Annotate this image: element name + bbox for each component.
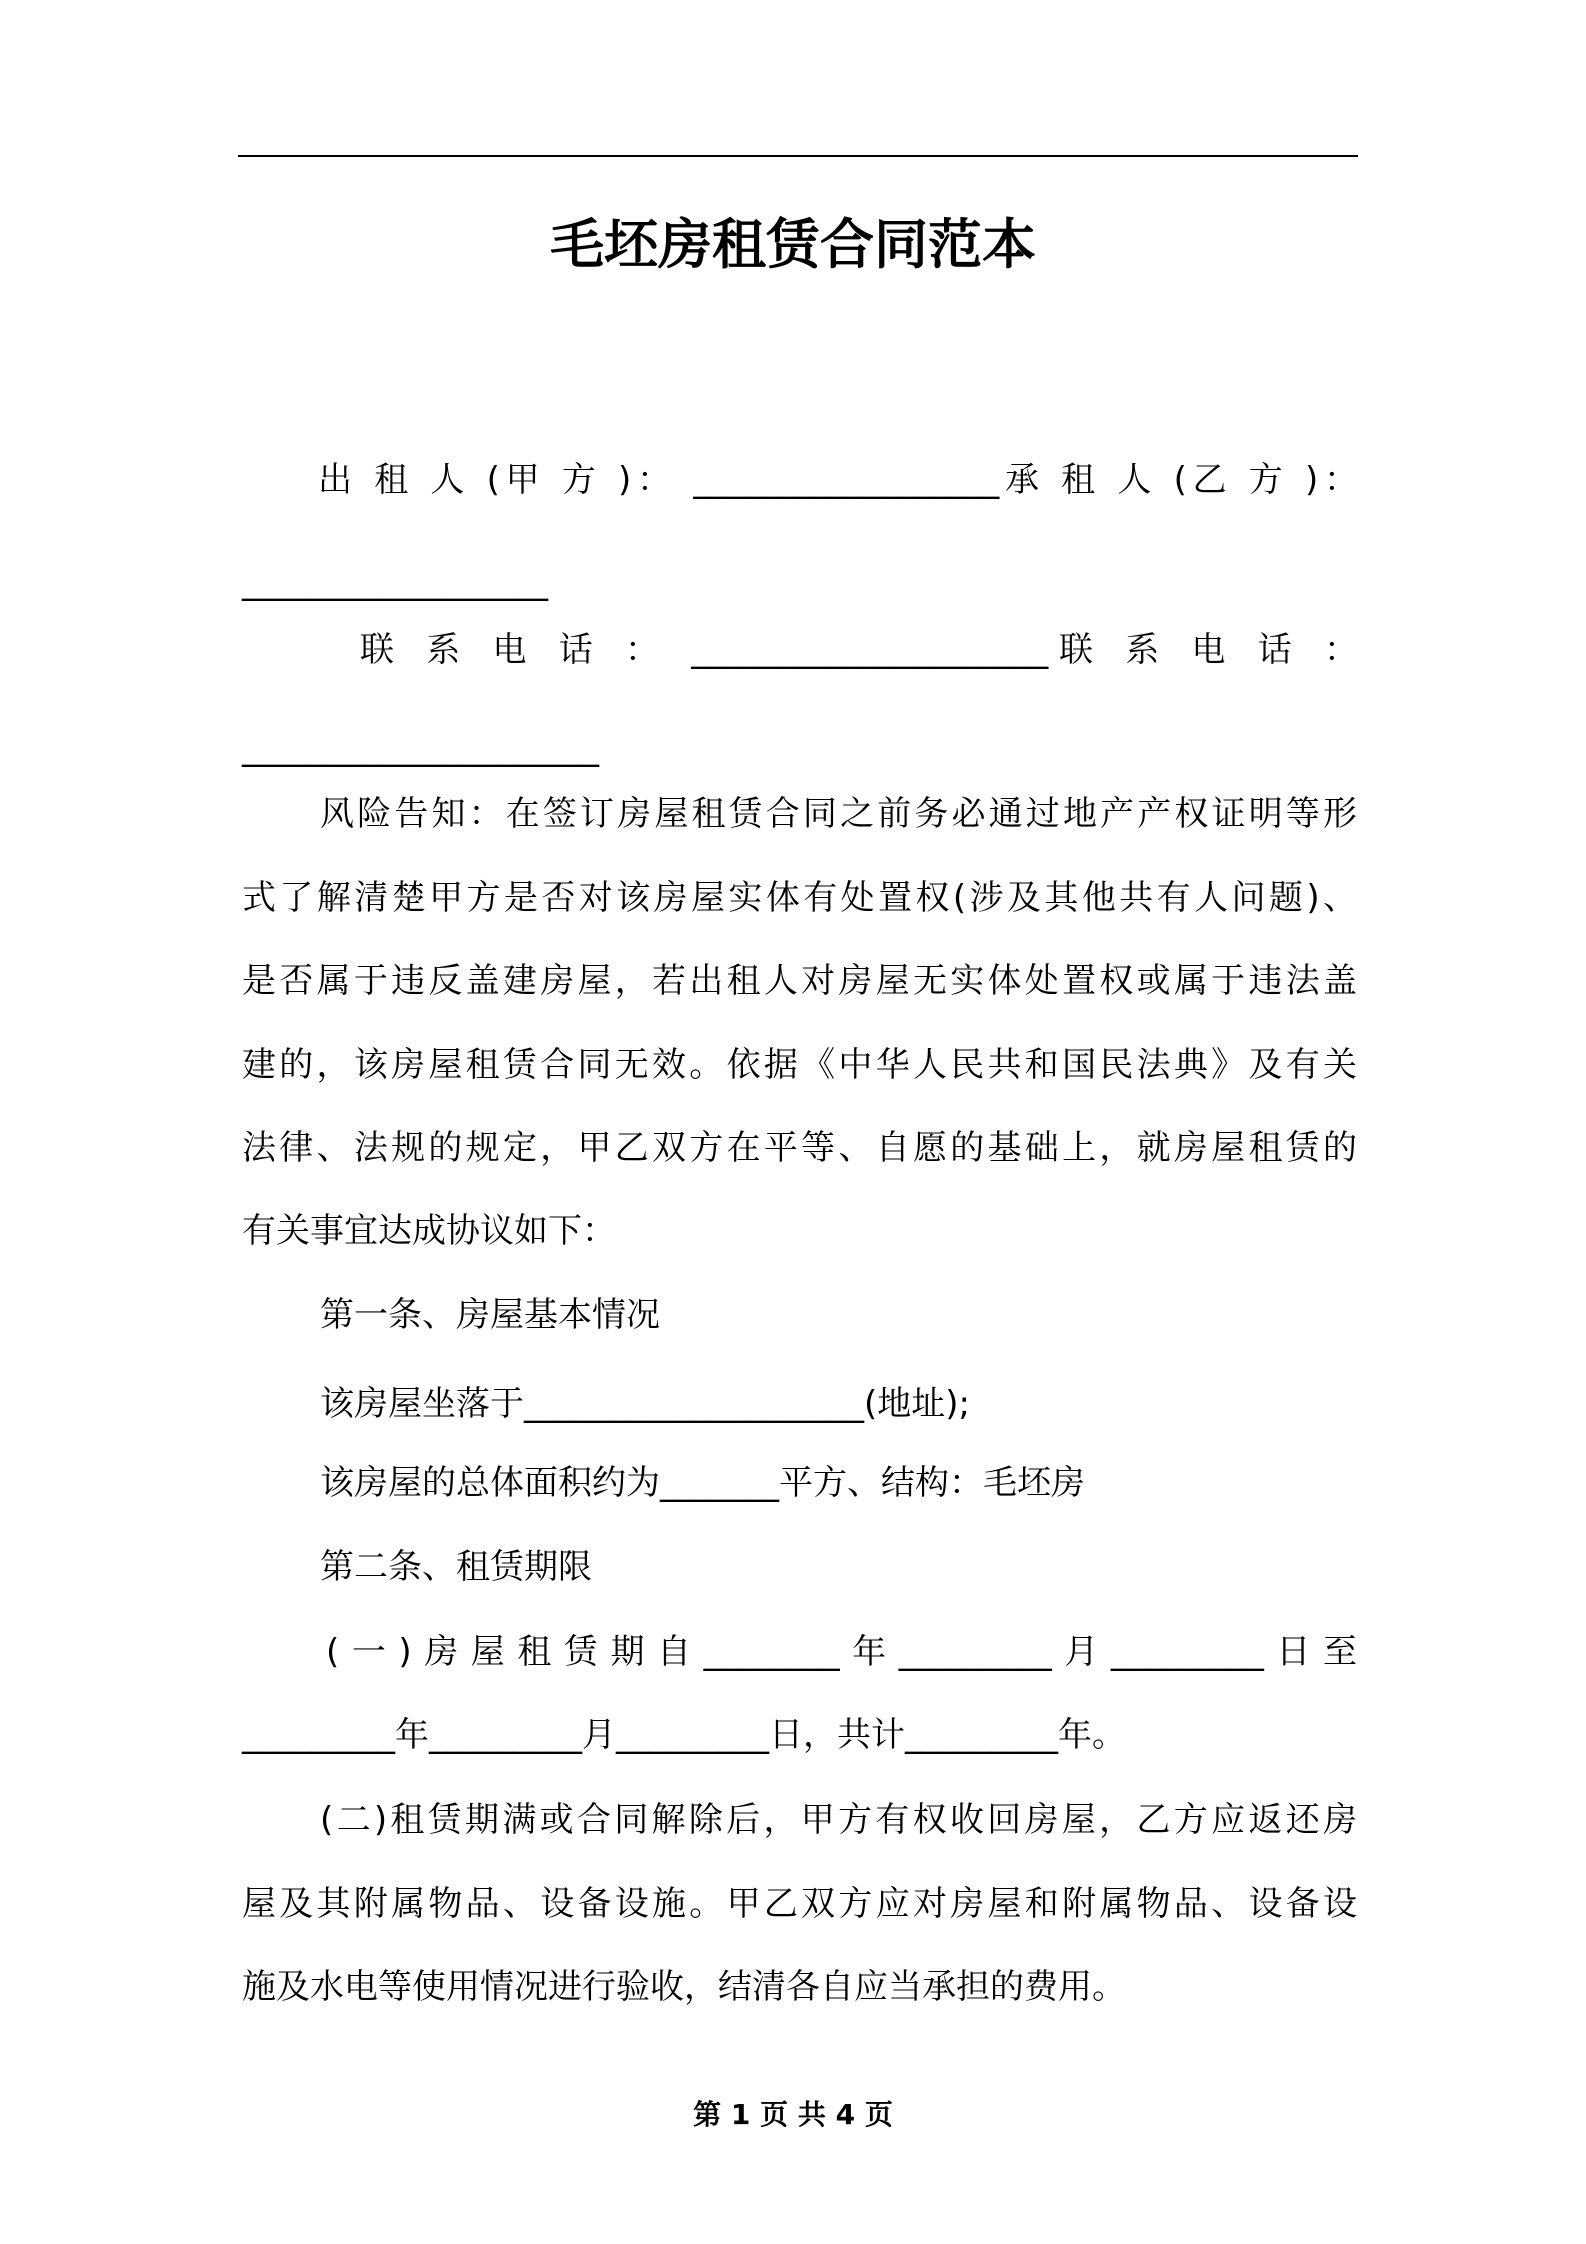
party-blank-lessee: __________________ xyxy=(242,562,548,602)
phone-blank: _____________________ xyxy=(242,728,599,768)
risk-line: 风险告知：在签订房屋租赁合同之前务必通过地产产权证明等形 xyxy=(320,794,1357,834)
risk-line: 是否属于违反盖建房屋，若出租人对房屋无实体处置权或属于违法盖 xyxy=(242,961,1357,1001)
risk-line: 式了解清楚甲方是否对该房屋实体有处置权(涉及其他共有人问题)、 xyxy=(242,878,1357,918)
article2-clause2-line: 屋及其附属物品、设备设施。甲乙双方应对房屋和附属物品、设备设 xyxy=(242,1884,1357,1924)
party-line-lessor-lessee: 出 租 人 (甲 方 )： __________________承 租 人 (乙 方 )： xyxy=(318,460,1358,500)
header-rule xyxy=(238,155,1358,157)
risk-line: 法律、法规的规定，甲乙双方在平等、自愿的基础上，就房屋租赁的 xyxy=(242,1128,1357,1168)
article1-location: 该房屋坐落于____________________(地址); xyxy=(320,1384,970,1424)
document-title: 毛坯房租赁合同范本 xyxy=(550,213,1036,276)
article2-clause2-line: 施及水电等使用情况进行验收，结清各自应当承担的费用。 xyxy=(242,1967,1126,2007)
page-number: 第 1 页 共 4 页 xyxy=(693,2098,893,2131)
risk-line: 建的，该房屋租赁合同无效。依据《中华人民共和国民法典》及有关 xyxy=(242,1045,1357,1085)
article2-heading: 第二条、租赁期限 xyxy=(320,1547,592,1587)
article2-clause1-line: _________年_________月_________日，共计_________年。 xyxy=(242,1715,1126,1755)
risk-line: 有关事宜达成协议如下： xyxy=(242,1211,616,1251)
article2-clause1-line: (一)房屋租赁期自________年_________月_________日至 xyxy=(326,1632,1357,1672)
article2-clause2-line: (二)租赁期满或合同解除后，甲方有权收回房屋，乙方应返还房 xyxy=(320,1800,1357,1840)
article1-area: 该房屋的总体面积约为_______平方、结构：毛坯房 xyxy=(320,1463,1085,1503)
phone-line: 联 系 电 话 ： _____________________联 系 电 话 ： xyxy=(360,630,1358,670)
article1-heading: 第一条、房屋基本情况 xyxy=(320,1295,660,1335)
